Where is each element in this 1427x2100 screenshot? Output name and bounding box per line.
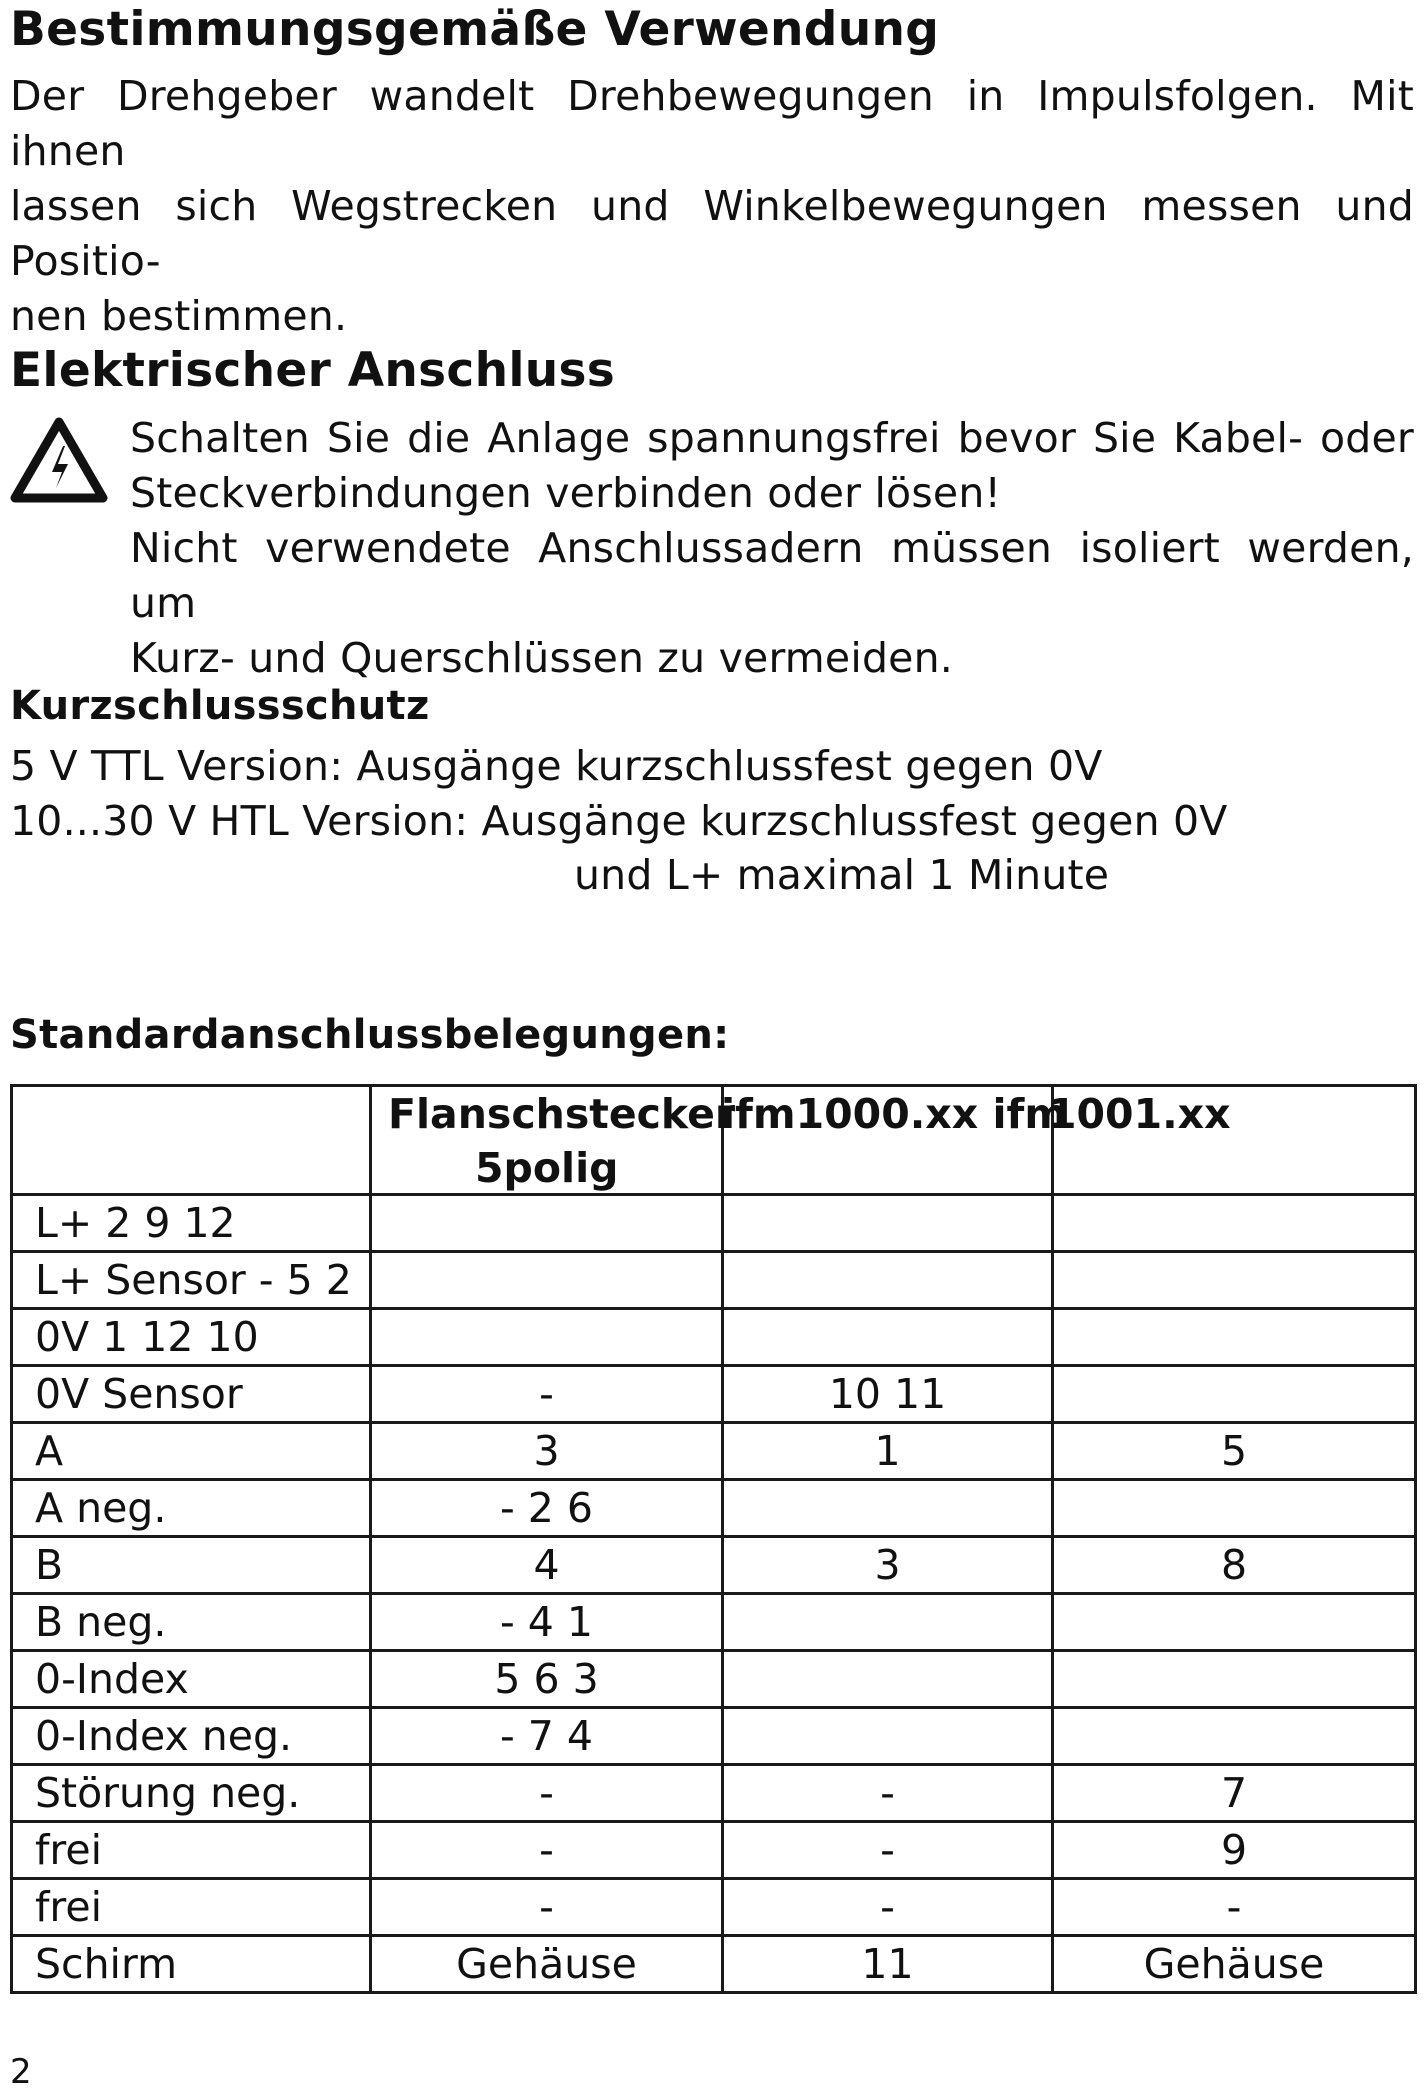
pin-value-cell (1053, 1480, 1416, 1537)
signal-name-cell: B (12, 1537, 371, 1594)
pin-value-cell (1053, 1651, 1416, 1708)
table-row (12, 1708, 1416, 1765)
warning-paragraph (130, 411, 1414, 686)
pin-value-cell (371, 1309, 723, 1366)
pin-value-cell (723, 1252, 1053, 1309)
pin-value-cell: 5 6 3 (371, 1651, 723, 1708)
header-cell-ifm1001 (1048, 1086, 1416, 1195)
pin-value-cell: 5 (1053, 1423, 1416, 1480)
table-row (12, 1423, 1416, 1480)
pin-value-cell: - (723, 1765, 1053, 1822)
header-cell-flange-connector (371, 1086, 736, 1195)
pin-value-cell (371, 1195, 723, 1252)
pin-value-cell: 8 (1053, 1537, 1416, 1594)
heading-intended-use: Bestimmungsgemäße Verwendung (10, 2, 940, 57)
pin-value-cell (1053, 1594, 1416, 1651)
heading-standard-pin-assignments: Standardanschlussbelegungen: (10, 1012, 730, 1058)
signal-name-cell: 0V 1 12 10 (12, 1309, 371, 1366)
short-circuit-htl-continuation: und L+ maximal 1 Minute (574, 851, 1110, 899)
high-voltage-warning-icon (10, 416, 108, 504)
table-row (12, 1765, 1416, 1822)
signal-name-cell: A neg. (12, 1480, 371, 1537)
table-row (12, 1822, 1416, 1879)
pin-value-cell (723, 1480, 1053, 1537)
warning-line: Kurz- und Querschlüssen zu vermeiden. (130, 634, 954, 682)
pin-value-cell (1053, 1195, 1416, 1252)
pin-value-cell: Gehäuse (371, 1936, 723, 1993)
paragraph-line: lassen sich Wegstrecken und Winkelbewegungen messen und Positio- (10, 182, 1414, 285)
table-row (12, 1366, 1416, 1423)
pin-value-cell (723, 1651, 1053, 1708)
intended-use-paragraph (10, 69, 1414, 344)
pin-value-cell (1053, 1309, 1416, 1366)
table-row (12, 1594, 1416, 1651)
pin-value-cell: 9 (1053, 1822, 1416, 1879)
pin-value-cell (1053, 1366, 1416, 1423)
table-row (12, 1480, 1416, 1537)
warning-line: Nicht verwendete Anschlussadern müssen isoliert werden, um (130, 524, 1414, 627)
pin-value-cell: - (1053, 1879, 1416, 1936)
table-row (12, 1936, 1416, 1993)
warning-line: Steckverbindungen verbinden oder lösen! (130, 469, 1002, 517)
pin-value-cell: - 7 4 (371, 1708, 723, 1765)
header-cell-empty (12, 1086, 371, 1195)
paragraph-line: Der Drehgeber wandelt Drehbewegungen in Impulsfolgen. Mit ihnen (10, 72, 1414, 175)
signal-name-cell: frei (12, 1879, 371, 1936)
page-number: 2 (10, 2052, 32, 2092)
pin-value-cell: - (723, 1879, 1053, 1936)
table-row (12, 1195, 1416, 1252)
pin-value-cell: - (371, 1765, 723, 1822)
pin-value-cell (371, 1252, 723, 1309)
signal-name-cell: L+ Sensor - 5 2 (12, 1252, 371, 1309)
heading-electrical-connection: Elektrischer Anschluss (10, 343, 616, 398)
pin-value-cell: Gehäuse (1053, 1936, 1416, 1993)
table-row (12, 1309, 1416, 1366)
pin-value-cell (723, 1708, 1053, 1765)
pin-assignment-table (10, 1084, 1417, 1994)
signal-name-cell: A (12, 1423, 371, 1480)
pin-value-cell: - 2 6 (371, 1480, 723, 1537)
signal-name-cell: 0-Index neg. (12, 1708, 371, 1765)
signal-name-cell: 0-Index (12, 1651, 371, 1708)
table-row (12, 1879, 1416, 1936)
signal-name-cell: 0V Sensor (12, 1366, 371, 1423)
pin-value-cell: 7 (1053, 1765, 1416, 1822)
pin-value-cell: - (371, 1366, 723, 1423)
warning-line: Schalten Sie die Anlage spannungsfrei bevor Sie Kabel- oder (130, 414, 1414, 462)
header-flange-connector-label: Flanschstecker (388, 1090, 736, 1138)
pin-value-cell (723, 1309, 1053, 1366)
pin-value-cell: - (371, 1822, 723, 1879)
short-circuit-ttl-line: 5 V TTL Version: Ausgänge kurzschlussfest gegen 0V (10, 742, 1103, 790)
pin-value-cell: 1 (723, 1423, 1053, 1480)
signal-name-cell: B neg. (12, 1594, 371, 1651)
pin-value-cell: 4 (371, 1537, 723, 1594)
pin-value-cell (723, 1594, 1053, 1651)
pin-value-cell: 10 11 (723, 1366, 1053, 1423)
pin-value-cell: 3 (723, 1537, 1053, 1594)
signal-name-cell: Schirm (12, 1936, 371, 1993)
signal-name-cell: L+ 2 9 12 (12, 1195, 371, 1252)
heading-short-circuit-protection: Kurzschlussschutz (10, 683, 430, 729)
header-ifm1001-label: 1001.xx (1048, 1090, 1231, 1138)
table-row (12, 1537, 1416, 1594)
header-ifm1000-label: ifm1000.xx ifm (721, 1090, 1068, 1138)
table-header-row (12, 1086, 1416, 1195)
pin-value-cell (723, 1195, 1053, 1252)
table-row (12, 1252, 1416, 1309)
pin-value-cell: 11 (723, 1936, 1053, 1993)
pin-value-cell: - (371, 1879, 723, 1936)
pin-value-cell: - 4 1 (371, 1594, 723, 1651)
short-circuit-htl-line: 10...30 V HTL Version: Ausgänge kurzschlussfest gegen 0V (10, 797, 1228, 845)
paragraph-line: nen bestimmen. (10, 292, 348, 340)
pin-value-cell (1053, 1708, 1416, 1765)
pin-value-cell: - (723, 1822, 1053, 1879)
signal-name-cell: Störung neg. (12, 1765, 371, 1822)
header-5-pin-label: 5polig (475, 1144, 619, 1192)
header-cell-ifm1000 (721, 1086, 1068, 1195)
pin-value-cell: 3 (371, 1423, 723, 1480)
table-row (12, 1651, 1416, 1708)
pin-value-cell (1053, 1252, 1416, 1309)
signal-name-cell: frei (12, 1822, 371, 1879)
